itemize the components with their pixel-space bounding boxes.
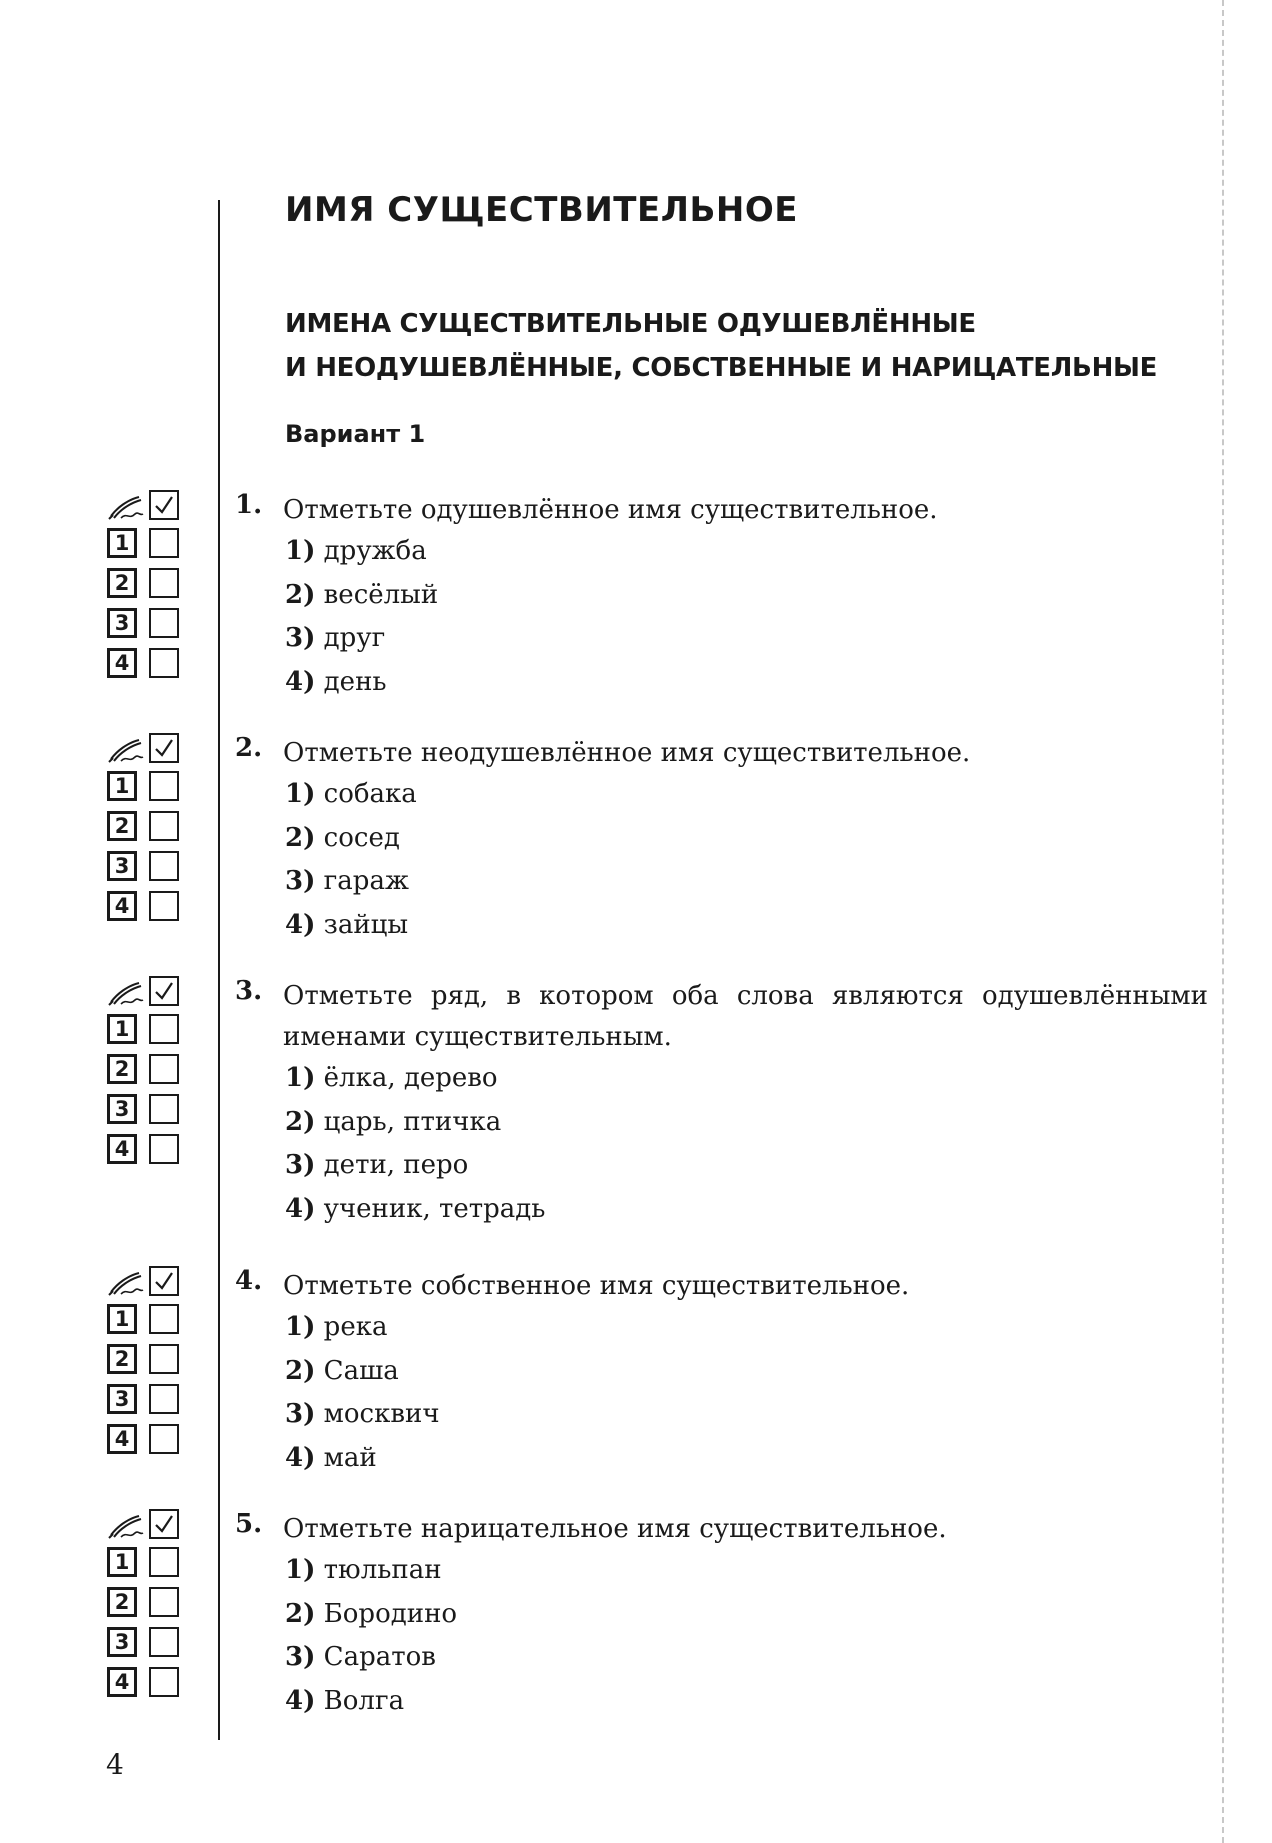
option-number: 1) bbox=[285, 536, 316, 566]
option-text: дружба bbox=[323, 536, 427, 566]
option-number-box: 2 bbox=[107, 811, 137, 841]
cut-line bbox=[1222, 0, 1224, 1843]
grid-header-row bbox=[105, 490, 185, 526]
question-number: 5. bbox=[235, 1509, 263, 1539]
answer-option bbox=[285, 534, 427, 568]
variant-label: Вариант 1 bbox=[285, 420, 426, 448]
answer-checkbox[interactable] bbox=[149, 648, 179, 678]
option-number: 2) bbox=[285, 822, 316, 853]
answer-option bbox=[285, 777, 417, 811]
checkmark-box bbox=[149, 976, 179, 1006]
option-number-box: 2 bbox=[107, 1344, 137, 1374]
answer-checkbox[interactable] bbox=[149, 1627, 179, 1657]
option-number-box: 1 bbox=[107, 1014, 137, 1044]
answer-checkbox[interactable] bbox=[149, 771, 179, 801]
checkmark-box bbox=[149, 1266, 179, 1296]
grid-row bbox=[105, 891, 185, 927]
grid-header-row bbox=[105, 733, 185, 769]
option-number-box: 2 bbox=[107, 1587, 137, 1617]
answer-checkbox[interactable] bbox=[149, 528, 179, 558]
question-number: 1. bbox=[235, 490, 263, 520]
section-subtitle bbox=[285, 302, 1157, 390]
grid-row bbox=[105, 608, 185, 644]
option-text: Саратов bbox=[323, 1642, 436, 1672]
option-number-box: 1 bbox=[107, 771, 137, 801]
grid-row bbox=[105, 1627, 185, 1663]
grid-row bbox=[105, 1054, 185, 1090]
answer-option bbox=[285, 578, 438, 612]
answer-option bbox=[285, 1640, 436, 1674]
answer-checkbox[interactable] bbox=[149, 1014, 179, 1044]
grid-row bbox=[105, 1304, 185, 1340]
option-text: день bbox=[323, 666, 387, 697]
option-number: 4) bbox=[285, 666, 316, 697]
answer-checkbox[interactable] bbox=[149, 1094, 179, 1124]
option-number-box: 3 bbox=[107, 1094, 137, 1124]
question-text: Отметьте нарицательное имя существительное. bbox=[283, 1514, 947, 1544]
pen-icon bbox=[105, 494, 145, 522]
grid-row bbox=[105, 1384, 185, 1420]
option-text: Саша bbox=[323, 1355, 399, 1386]
grid-row bbox=[105, 568, 185, 604]
option-text: Бородино bbox=[323, 1598, 458, 1629]
subtitle-line: ИМЕНА СУЩЕСТВИТЕЛЬНЫЕ ОДУШЕВЛЁННЫЕ bbox=[285, 309, 976, 339]
answer-option bbox=[285, 1354, 399, 1388]
grid-row bbox=[105, 1134, 185, 1170]
option-number: 3) bbox=[285, 1399, 316, 1429]
option-number-box: 1 bbox=[107, 1547, 137, 1577]
answer-option bbox=[285, 1192, 545, 1226]
answer-option bbox=[285, 1061, 498, 1095]
answer-option bbox=[285, 1397, 440, 1431]
option-text: тюльпан bbox=[323, 1555, 442, 1585]
option-number: 3) bbox=[285, 866, 316, 896]
option-number-box: 1 bbox=[107, 1304, 137, 1334]
grid-row bbox=[105, 811, 185, 847]
option-number-box: 3 bbox=[107, 608, 137, 638]
answer-option bbox=[285, 1105, 501, 1139]
option-text: весёлый bbox=[323, 579, 439, 610]
answer-checkbox[interactable] bbox=[149, 1344, 179, 1374]
option-number: 1) bbox=[285, 1312, 316, 1342]
question-number: 4. bbox=[235, 1266, 263, 1296]
option-text: май bbox=[323, 1442, 377, 1473]
option-number-box: 4 bbox=[107, 648, 137, 678]
option-number-box: 3 bbox=[107, 851, 137, 881]
page-title: ИМЯ СУЩЕСТВИТЕЛЬНОЕ bbox=[285, 190, 798, 230]
option-number-box: 2 bbox=[107, 568, 137, 598]
option-number: 1) bbox=[285, 1063, 316, 1093]
option-text: ученик, тетрадь bbox=[323, 1193, 546, 1224]
checkmark-box bbox=[149, 1509, 179, 1539]
option-number: 4) bbox=[285, 1193, 316, 1224]
option-number-box: 3 bbox=[107, 1384, 137, 1414]
question-number: 2. bbox=[235, 733, 263, 763]
grid-row bbox=[105, 1587, 185, 1623]
grid-header-row bbox=[105, 1266, 185, 1302]
answer-checkbox[interactable] bbox=[149, 1384, 179, 1414]
option-number-box: 4 bbox=[107, 1134, 137, 1164]
option-text: гараж bbox=[323, 866, 409, 896]
answer-checkbox[interactable] bbox=[149, 1134, 179, 1164]
answer-option bbox=[285, 864, 409, 898]
answer-option bbox=[285, 1553, 442, 1587]
option-text: Волга bbox=[323, 1685, 405, 1716]
grid-row bbox=[105, 528, 185, 564]
option-number-box: 2 bbox=[107, 1054, 137, 1084]
question-text: Отметьте одушевлённое имя существительное. bbox=[283, 495, 938, 525]
option-number: 3) bbox=[285, 1150, 316, 1180]
answer-checkbox[interactable] bbox=[149, 1054, 179, 1084]
answer-option bbox=[285, 665, 387, 699]
answer-option bbox=[285, 1597, 457, 1631]
pen-icon bbox=[105, 1270, 145, 1298]
option-number-box: 1 bbox=[107, 528, 137, 558]
pen-icon bbox=[105, 1513, 145, 1541]
answer-option bbox=[285, 908, 408, 942]
grid-row bbox=[105, 648, 185, 684]
answer-checkbox[interactable] bbox=[149, 851, 179, 881]
answer-option bbox=[285, 621, 385, 655]
grid-row bbox=[105, 1424, 185, 1460]
option-number: 2) bbox=[285, 1355, 316, 1386]
grid-header-row bbox=[105, 1509, 185, 1545]
option-text: зайцы bbox=[323, 909, 409, 940]
question-text: Отметьте неодушевлённое имя существительное. bbox=[283, 738, 971, 768]
option-text: дети, перо bbox=[323, 1150, 469, 1180]
answer-option bbox=[285, 1441, 377, 1475]
margin-divider bbox=[218, 200, 220, 1740]
answer-checkbox[interactable] bbox=[149, 1424, 179, 1454]
answer-option bbox=[285, 1310, 387, 1344]
grid-row bbox=[105, 851, 185, 887]
option-text: москвич bbox=[323, 1399, 440, 1429]
answer-checkbox[interactable] bbox=[149, 1304, 179, 1334]
grid-row bbox=[105, 1344, 185, 1380]
grid-row bbox=[105, 1547, 185, 1583]
question-number: 3. bbox=[235, 976, 263, 1006]
grid-row bbox=[105, 771, 185, 807]
subtitle-line: И НЕОДУШЕВЛЁННЫЕ, СОБСТВЕННЫЕ И НАРИЦАТЕЛЬНЫЕ bbox=[285, 353, 1158, 383]
checkmark-box bbox=[149, 733, 179, 763]
option-number: 1) bbox=[285, 1555, 316, 1585]
question-text: Отметьте ряд, в котором оба слова являются одушевлёнными именами существительным. bbox=[283, 981, 1208, 1052]
answer-checkbox[interactable] bbox=[149, 891, 179, 921]
option-text: ёлка, дерево bbox=[323, 1063, 498, 1093]
grid-row bbox=[105, 1014, 185, 1050]
grid-row bbox=[105, 1094, 185, 1130]
option-number: 2) bbox=[285, 579, 316, 610]
option-text: царь, птичка bbox=[323, 1106, 502, 1137]
option-number: 3) bbox=[285, 623, 316, 653]
answer-checkbox[interactable] bbox=[149, 1587, 179, 1617]
answer-checkbox[interactable] bbox=[149, 1667, 179, 1697]
pen-icon bbox=[105, 737, 145, 765]
question-text: Отметьте собственное имя существительное. bbox=[283, 1271, 910, 1301]
option-number-box: 3 bbox=[107, 1627, 137, 1657]
option-number-box: 4 bbox=[107, 891, 137, 921]
option-number: 2) bbox=[285, 1106, 316, 1137]
answer-checkbox[interactable] bbox=[149, 1547, 179, 1577]
option-number: 4) bbox=[285, 1685, 316, 1716]
option-text: сосед bbox=[323, 822, 400, 853]
grid-header-row bbox=[105, 976, 185, 1012]
answer-checkbox[interactable] bbox=[149, 811, 179, 841]
answer-option bbox=[285, 1148, 468, 1182]
option-number: 1) bbox=[285, 779, 316, 809]
page-number: 4 bbox=[106, 1748, 124, 1781]
checkmark-box bbox=[149, 490, 179, 520]
option-number-box: 4 bbox=[107, 1424, 137, 1454]
answer-checkbox[interactable] bbox=[149, 608, 179, 638]
option-text: река bbox=[323, 1312, 388, 1342]
option-number-box: 4 bbox=[107, 1667, 137, 1697]
answer-option bbox=[285, 821, 400, 855]
option-number: 4) bbox=[285, 1442, 316, 1473]
answer-option bbox=[285, 1684, 404, 1718]
option-number: 2) bbox=[285, 1598, 316, 1629]
pen-icon bbox=[105, 980, 145, 1008]
answer-checkbox[interactable] bbox=[149, 568, 179, 598]
option-text: друг bbox=[323, 623, 386, 653]
option-number: 4) bbox=[285, 909, 316, 940]
grid-row bbox=[105, 1667, 185, 1703]
option-number: 3) bbox=[285, 1642, 316, 1672]
option-text: собака bbox=[323, 779, 417, 809]
